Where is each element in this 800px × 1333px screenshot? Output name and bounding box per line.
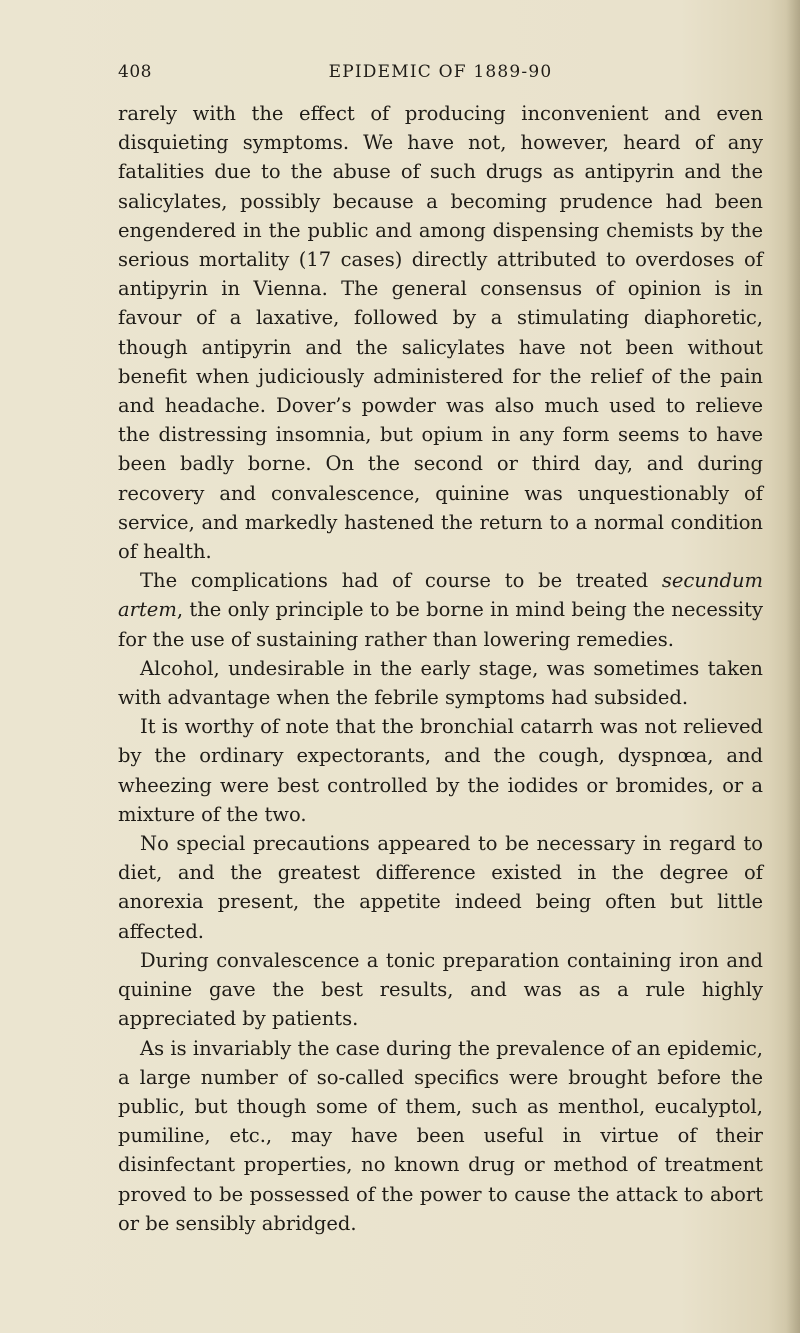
page-number: 408 [118,62,152,82]
paragraph-complications-after: , the only principle to be borne in mind being the necessity for the use of sustaining rather than lowering remedies. [118,598,763,651]
paragraph-convalescence-tonic: During convalescence a tonic preparation containing iron and quinine gave the best results, and was as a rule highly appreciated by patients. [118,948,763,1031]
body-text [118,99,763,1238]
latin-phrase-secundum-artem: secundum artem [118,569,763,622]
paragraph-diet: No special precautions appeared to be necessary in regard to diet, and the greatest difference existed in the degree of anorexia present, the appetite indeed being often but little affected. [118,832,763,943]
page-header [118,62,763,88]
paragraph-alcohol: Alcohol, undesirable in the early stage, was sometimes taken with advantage when the febrile symptoms had subsided. [118,656,763,710]
page-edge-shadow [786,0,800,1333]
paragraph-complications [118,566,763,654]
paragraph-complications-before: The complications had of course to be treated [140,569,662,593]
running-title: EPIDEMIC OF 1889-90 [328,62,553,82]
paragraph-specifics: As is invariably the case during the prevalence of an epidemic, a large number of so-called specifics were brought before the public, but though some of them, such as menthol, eucalyptol, pumiline, etc., may have been useful in virtue of their disinfectant properties, no known drug or method of treatment proved to be possessed of the power to cause the attack to abort or be sensibly abridged. [118,1036,763,1235]
paragraph-bronchial-catarrh: It is worthy of note that the bronchial catarrh was not relieved by the ordinary expectorants, and the cough, dyspnœa, and wheezing were best controlled by the iodides or bromides, or a mixture of the two. [118,715,763,826]
paragraph-antipyrin-treatment: rarely with the effect of producing inconvenient and even disquieting symptoms. We have not, however, heard of any fatalities due to the abuse of such drugs as antipyrin and the salicylates, possibly because a becoming prudence had been engendered in the public and among dispensing chemists by the serious mortality (17 cases) directly attributed to overdoses of antipyrin in Vienna. The general consensus of opinion is in favour of a laxative, followed by a stimulating diaphoretic, though antipyrin and the salicylates have not been without benefit when judiciously administered for the relief of the pain and headache. Dover’s powder was also much used to relieve the distressing insomnia, but opium in any form seems to have been badly borne. On the second or third day, and during recovery and convalescence, quinine was unquestionably of service, and markedly hastened the return to a normal condition of health. [118,102,763,564]
